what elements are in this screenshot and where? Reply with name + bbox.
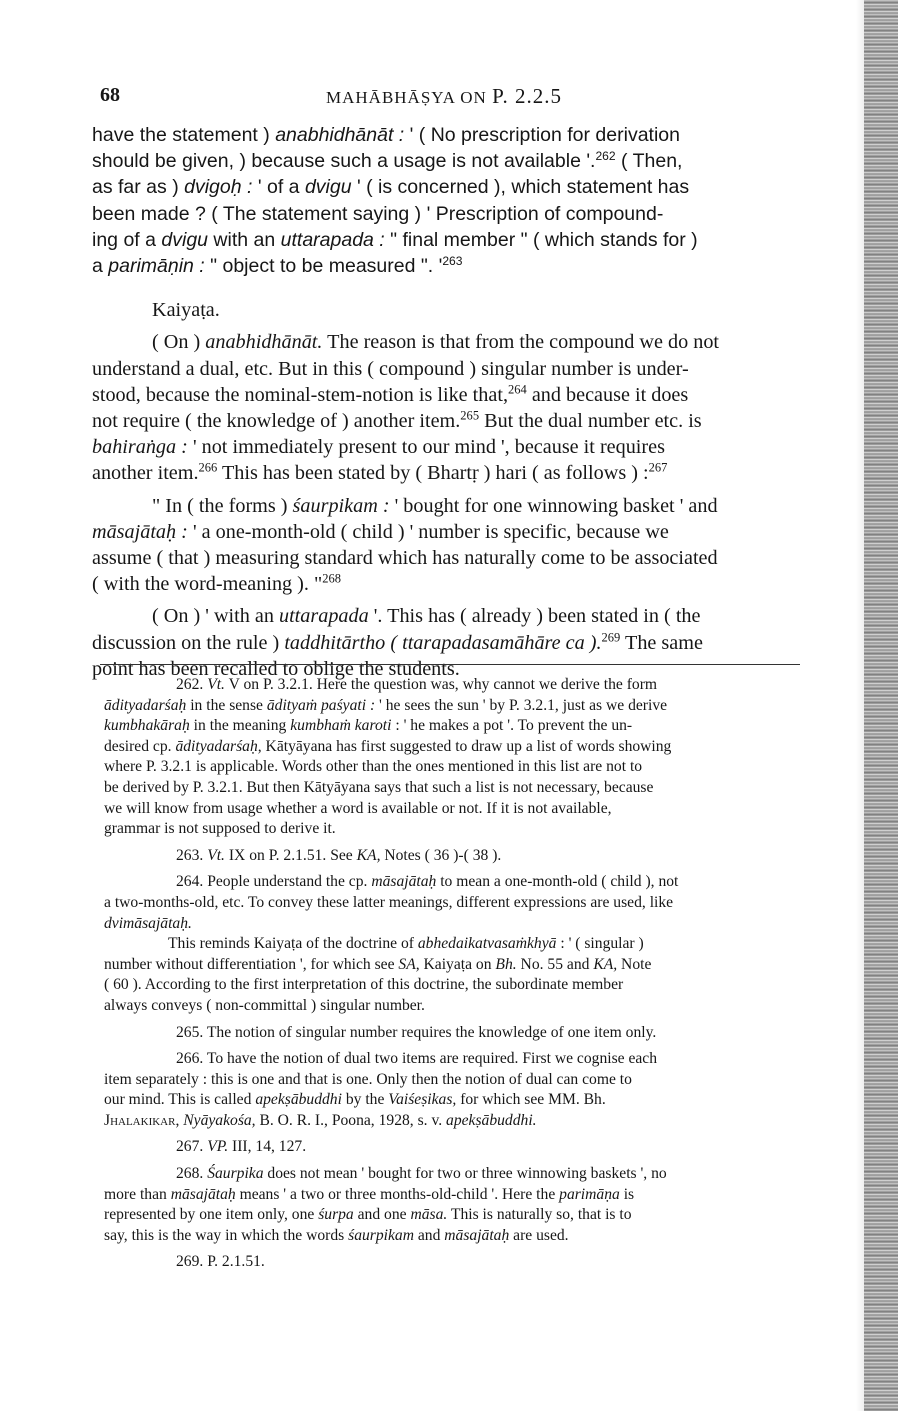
text-line: not require ( the knowledge of ) another item.$^{265}$ But the dual number etc. is [92,408,702,433]
text-line: ( On ) anabhidhānāt. The reason is that from the compound we do not [152,331,720,354]
footnote-line: represented by one item only, one śurpa and one māsa. This is naturally so, that is to [104,1206,632,1224]
footnote-line: we will know from usage whether a word is available or not. If it is not available, [104,799,612,817]
text-line: ( On ) ' with an uttarapada '. This has ( already ) been stated in ( the [152,605,701,628]
running-head: MAHĀBHĀṢYA ON P. 2.2.5 [326,84,562,108]
page-header [100,84,800,114]
section-heading: Kaiyaṭa. [152,299,220,322]
footnote-line: 266. To have the notion of dual two items are required. First we cognise each [176,1050,658,1068]
text-line: stood, because the nominal-stem-notion is like that,$^{264}$ and because it does [92,382,689,406]
footnote-line: 262. Vt. V on P. 3.2.1. Here the question was, why cannot we derive the form [176,676,658,693]
text-line: should be given, ) because such a usage is not available '.$^{262}$ ( Then, [92,148,683,173]
footnote-line: dvimāsajātaḥ. [104,914,192,932]
footnote-line: be derived by P. 3.2.1. But then Kātyāyana says that such a list is not necessary, because [104,778,654,796]
footnote-divider [100,664,800,665]
text-line: assume ( that ) measuring standard which has naturally come to be associated [92,547,718,570]
text-line: as far as ) dvigoḥ : ' of a dvigu ' ( is concerned ), which statement has [92,176,690,199]
text-line: bahiraṅga : ' not immediately present to our mind ', because it requires [92,436,665,459]
footnote-line: 269. P. 2.1.51. [176,1253,265,1271]
footnote-line: Jhalakikar, Nyāyakośa, B. O. R. I., Poona, 1928, s. v. apekṣābuddhi. [104,1111,537,1129]
footnote-line: ādityadarśaḥ in the sense ādityaṁ paśyati : ' he sees the sun ' by P. 3.2.1, just as we derive [104,696,668,714]
footnote-line: This reminds Kaiyaṭa of the doctrine of abhedaikatvasaṁkhyā : ' ( singular ) [168,935,644,953]
footnote-line: always conveys ( non-committal ) singular number. [104,996,425,1014]
footnote-line: say, this is the way in which the words śaurpikam and māsajātaḥ are used. [104,1226,569,1244]
page-number: 68 [100,84,120,106]
footnote-line: grammar is not supposed to derive it. [104,820,336,838]
footnote-line: where P. 3.2.1 is applicable. Words other than the ones mentioned in this list are not to [104,758,643,776]
footnote-line: kumbhakāraḥ in the meaning kumbhaṁ karoti : ' he makes a pot '. To prevent the un- [104,717,633,735]
footnote-line: a two-months-old, etc. To convey these latter meanings, different expressions are used, like [104,893,674,911]
text-line: understand a dual, etc. But in this ( compound ) singular number is under- [92,357,689,380]
text-line: " In ( the forms ) śaurpikam : ' bought for one winnowing basket ' and [152,494,718,517]
text-line: māsajātaḥ : ' a one-month-old ( child ) ' number is specific, because we [92,520,669,543]
text-line: a parimāṇin : " object to be measured ". '$^{263}$ [92,253,463,278]
footnote-line: 268. Śaurpika does not mean ' bought for two or three winnowing baskets ', no [176,1165,667,1183]
text-line: another item.$^{266}$ This has been stated by ( Bhartṛ ) hari ( as follows ) :$^{267}$ [92,460,668,485]
footnote-line: 267. VP. III, 14, 127. [176,1138,307,1156]
text-line: discussion on the rule ) taddhitārtho ( ttarapadasamāhāre ca ).$^{269}$ The same [92,630,703,654]
footnote-line: more than māsajātaḥ means ' a two or three months-old-child '. Here the parimāṇa is [104,1185,635,1203]
footnote-line: 263. Vt. IX on P. 2.1.51. See KA, Notes ( 36 )-( 38 ). [176,846,502,864]
footnotes [104,675,810,1273]
footnote-line: desired cp. ādityadarśaḥ, Kātyāyana has first suggested to draw up a list of words showing [104,737,672,755]
text-line: have the statement ) anabhidhānāt : ' ( No prescription for derivation [92,124,680,146]
text-line: point has been recalled to oblige the students. [92,657,460,680]
footnote-line: 264. People understand the cp. māsajātaḥ to mean a one-month-old ( child ), not [176,873,679,891]
footnote-line: number without differentiation ', for which see SA, Kaiyaṭa on Bh. No. 55 and KA, Note [104,955,652,973]
text-line: ( with the word-meaning ). "$^{268}$ [92,571,342,596]
footnote-line: item separately : this is one and that is one. Only then the notion of dual can come to [104,1070,632,1088]
page-edge-texture [864,0,898,1411]
footnote-line: ( 60 ). According to the first interpretation of this doctrine, the subordinate member [104,976,624,994]
main-text [92,122,798,682]
text-line: been made ? ( The statement saying ) ' Prescription of compound- [92,202,664,225]
footnote-line: 265. The notion of singular number requires the knowledge of one item only. [176,1023,657,1041]
text-line: ing of a dvigu with an uttarapada : " final member " ( which stands for ) [92,228,698,251]
footnote-line: our mind. This is called apekṣābuddhi by the Vaiśeṣikas, for which see MM. Bh. [104,1091,606,1109]
